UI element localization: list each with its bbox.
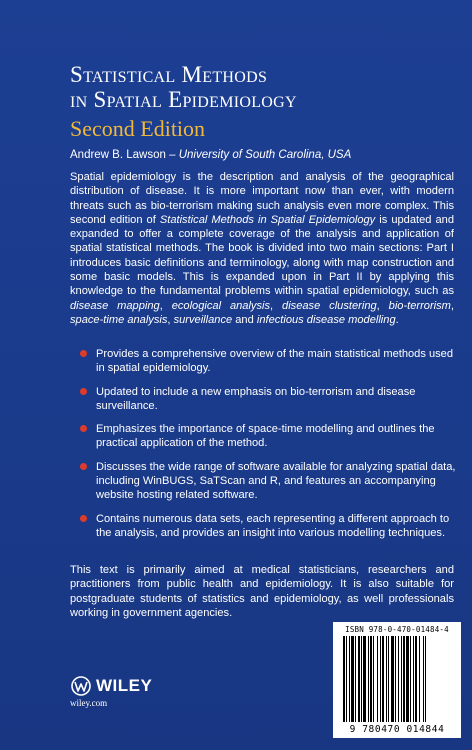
topic-separator: , <box>159 299 172 312</box>
barcode-icon <box>343 636 451 724</box>
barcode-panel <box>333 622 461 738</box>
author-separator: – <box>165 149 179 161</box>
feature-text: Updated to include a new emphasis on bio-terrorism and disease surveillance. <box>96 385 416 412</box>
feature-item <box>88 460 456 503</box>
topic-disease-clustering: disease clustering <box>282 299 377 312</box>
book-title-line-1: Statistical Methods <box>70 62 268 87</box>
publisher-url[interactable]: wiley.com <box>70 698 108 708</box>
bullet-dot-icon <box>80 463 87 470</box>
description-end: . <box>395 313 399 326</box>
topic-bio-terrorism: bio-terrorism <box>388 299 451 312</box>
wiley-logo-icon <box>70 676 92 696</box>
description-paragraph <box>70 170 454 327</box>
description-book-title: Statistical Methods in Spatial Epidemiology <box>159 213 376 226</box>
topic-separator: , <box>270 299 283 312</box>
topic-ecological-analysis: ecological analysis <box>171 299 271 312</box>
edition-label: Second Edition <box>70 116 206 141</box>
topic-separator: , <box>167 313 174 326</box>
feature-text: Contains numerous data sets, each representing a different approach to the analysis, and provides an insight into various modelling techniques. <box>96 512 450 539</box>
feature-item <box>88 512 456 541</box>
topic-space-time-analysis: space-time analysis <box>70 313 168 326</box>
book-title-line-2: in Spatial Epidemiology <box>70 87 297 112</box>
isbn-label: ISBN 978-0-470-01484-4 <box>345 625 449 634</box>
book-title <box>70 62 297 112</box>
feature-item <box>88 347 456 376</box>
topic-surveillance: surveillance <box>173 313 233 326</box>
publisher-name: WILEY <box>96 676 153 695</box>
audience-paragraph: This text is primarily aimed at medical statisticians, researchers and practitioners from public health and epidemiology. It is also suitable for postgraduate students of statistics and epidemiology, as well professionals working in government agencies. <box>70 564 454 619</box>
bullet-dot-icon <box>80 515 87 522</box>
feature-text: Discusses the wide range of software available for analyzing spatial data, including WinBUGS, SaTScan and R, and features an accompanying website hosting related software. <box>96 460 456 502</box>
feature-item <box>88 422 456 451</box>
topic-separator: , <box>376 299 389 312</box>
topic-infectious-disease-modelling: infectious disease modelling <box>256 313 396 326</box>
feature-item <box>88 385 456 414</box>
topic-disease-mapping: disease mapping <box>70 299 160 312</box>
bullet-dot-icon <box>80 425 87 432</box>
feature-list <box>88 347 456 549</box>
bullet-dot-icon <box>80 388 87 395</box>
description-text-1: Spatial epidemiology is the description and analysis of the geographical distribution of disease. It is more important now than ever, with modern threats such as bio-terrorism making such analysis even more complex. This second edition of <box>70 171 454 226</box>
feature-text: Emphasizes the importance of space-time modelling and outlines the practical application of the method. <box>96 423 435 450</box>
barcode-digits: 9 780470 014844 <box>349 724 445 735</box>
author-name: Andrew B. Lawson <box>70 149 166 161</box>
topic-separator: and <box>232 313 257 326</box>
author-line <box>70 148 351 162</box>
author-affiliation: University of South Carolina, USA <box>178 149 352 161</box>
bullet-dot-icon <box>80 350 87 357</box>
description-text-2: is updated and expanded to offer a complete coverage of the analysis and application of spatial statistical methods. The book is divided into two main sections: Part I introduces basic definitions and terminology, along with map construction and some basic models. This is expanded upon in Part II by applying this knowledge to the fundamental problems within spatial epidemiology, such as <box>70 213 454 298</box>
feature-text: Provides a comprehensive overview of the main statistical methods used in spatial epidemiology. <box>96 348 454 375</box>
topic-separator: , <box>450 299 455 312</box>
